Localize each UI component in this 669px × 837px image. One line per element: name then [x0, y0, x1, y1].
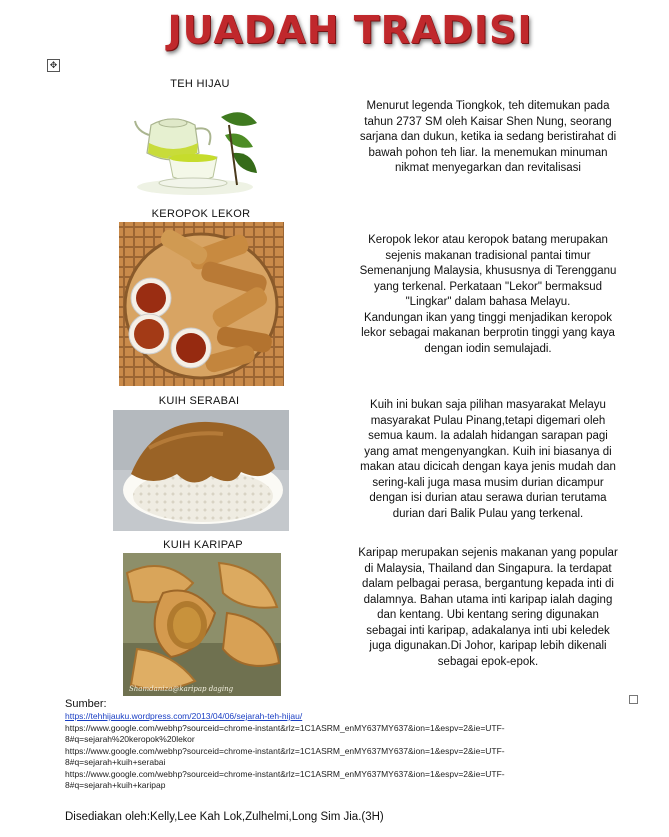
- page-title: JUADAH TRADISI: [167, 8, 533, 52]
- text-line: juga digunakan.Di Johor, karipap lebih dikenali: [369, 640, 607, 652]
- source-url-serabai: [65, 746, 535, 768]
- text-line: Menurut legenda Tiongkok, teh ditemukan pada: [366, 100, 610, 112]
- text-line: dengan iodin semulajadi.: [424, 342, 552, 355]
- text-line: dalamnya. Bahan utama inti karipap ialah daging: [363, 593, 613, 606]
- image-keropok-lekor: [119, 222, 284, 386]
- caption-teh-hijau: TEH HIJAU: [170, 78, 230, 90]
- resize-square-icon[interactable]: [629, 695, 638, 704]
- text-line: dalam pelbagai perasa, bergantung kepada inti di: [362, 578, 614, 590]
- text-line: di Malaysia, Thailand dan Singapura. Ia terdapat: [364, 562, 612, 575]
- text-line: "Lingkar" dalam bahasa Melayu.: [405, 296, 571, 308]
- description-keropok-lekor: [352, 233, 624, 357]
- text-line: Kandungan ikan yang tinggi menjadikan keropok: [363, 311, 613, 324]
- url-line: 8#q=sejarah+kuih+serabai: [65, 757, 166, 767]
- move-cross-icon[interactable]: ✥: [47, 59, 60, 72]
- image-kuih-karipap: [123, 553, 281, 696]
- text-line: Kuih ini bukan saja pilihan masyarakat Melayu: [370, 399, 606, 411]
- text-line: semua kaum. Ia adalah hidangan sarapan pagi: [368, 430, 608, 442]
- text-line: yang terkenal. Perkataan "Lekor" bermaksud: [373, 280, 603, 293]
- text-line: lekor sebagai makanan berprotin tinggi yang kaya: [361, 327, 615, 339]
- image-kuih-serabai: [113, 410, 289, 531]
- source-link-teh-hijau[interactable]: https://tehhijauku.wordpress.com/2013/04/06/sejarah-teh-hijau/: [65, 711, 303, 721]
- credit-line: Disediakan oleh:Kelly,Lee Kah Lok,Zulhelmi,Long Sim Jia.(3H): [65, 811, 384, 823]
- source-url-karipap: [65, 769, 535, 791]
- sources-label: Sumber:: [65, 698, 107, 710]
- image-teh-hijau: [133, 95, 268, 200]
- text-line: bawah pohon teh liar. Ia menemukan minuman: [368, 146, 608, 159]
- text-line: Keropok lekor atau keropok batang merupakan: [368, 234, 608, 246]
- text-line: masyarakat Pulau Pinang,tetapi digemari oleh: [370, 414, 606, 427]
- text-line: sejenis makanan tradisional pantai timur: [385, 249, 591, 262]
- text-line: Semenanjung Malaysia, khususnya di Terengganu: [359, 265, 617, 277]
- description-kuih-karipap: [352, 546, 624, 670]
- caption-kuih-serabai: KUIH SERABAI: [158, 395, 240, 407]
- text-line: sebagai inti karipap, adakalanya inti ubi keledek: [366, 624, 610, 637]
- text-line: sebagai epok-epok.: [437, 655, 539, 668]
- url-line: 8#q=sejarah%20keropok%20lekor: [65, 734, 195, 744]
- text-line: dan kentang. Ubi kentang sering digunakan: [377, 609, 599, 621]
- text-line: sarjana dan dukun, ketika ia sedang beristirahat di: [359, 131, 617, 143]
- text-line: dengan isi durian atau serawa durian terutama: [369, 492, 607, 504]
- text-line: sering-kali juga masa musim durian dicampur: [372, 476, 604, 489]
- source-url-keropok: [65, 723, 535, 745]
- text-line: makan atau dicicah dengan kaya jenis mudah dan: [360, 461, 616, 473]
- url-line: https://www.google.com/webhp?sourceid=chrome-instant&rlz=1C1ASRM_enMY637MY637&ion=1&espv=2&ie=UTF-: [65, 723, 505, 733]
- text-line: durian dari Balik Pulau yang terkenal.: [392, 507, 584, 520]
- text-line: nikmat menyegarkan dan revitalisasi: [394, 162, 581, 174]
- caption-kuih-karipap: KUIH KARIPAP: [163, 539, 243, 551]
- text-line: yang amat mengenyangkan. Kuih ini biasanya di: [364, 445, 612, 458]
- caption-keropok-lekor: KEROPOK LEKOR: [151, 208, 251, 220]
- description-kuih-serabai: [352, 398, 624, 522]
- description-teh-hijau: [352, 99, 624, 177]
- url-line: https://www.google.com/webhp?sourceid=chrome-instant&rlz=1C1ASRM_enMY637MY637&ion=1&espv=2&ie=UTF-: [65, 769, 505, 779]
- url-line: https://www.google.com/webhp?sourceid=chrome-instant&rlz=1C1ASRM_enMY637MY637&ion=1&espv=2&ie=UTF-: [65, 746, 505, 756]
- text-line: Karipap merupakan sejenis makanan yang popular: [358, 547, 618, 559]
- url-line: 8#q=sejarah+kuih+karipap: [65, 780, 166, 790]
- image-watermark: Shamdaniza@karipap daging: [129, 685, 234, 693]
- text-line: tahun 2737 SM oleh Kaisar Shen Nung, seorang: [364, 115, 612, 128]
